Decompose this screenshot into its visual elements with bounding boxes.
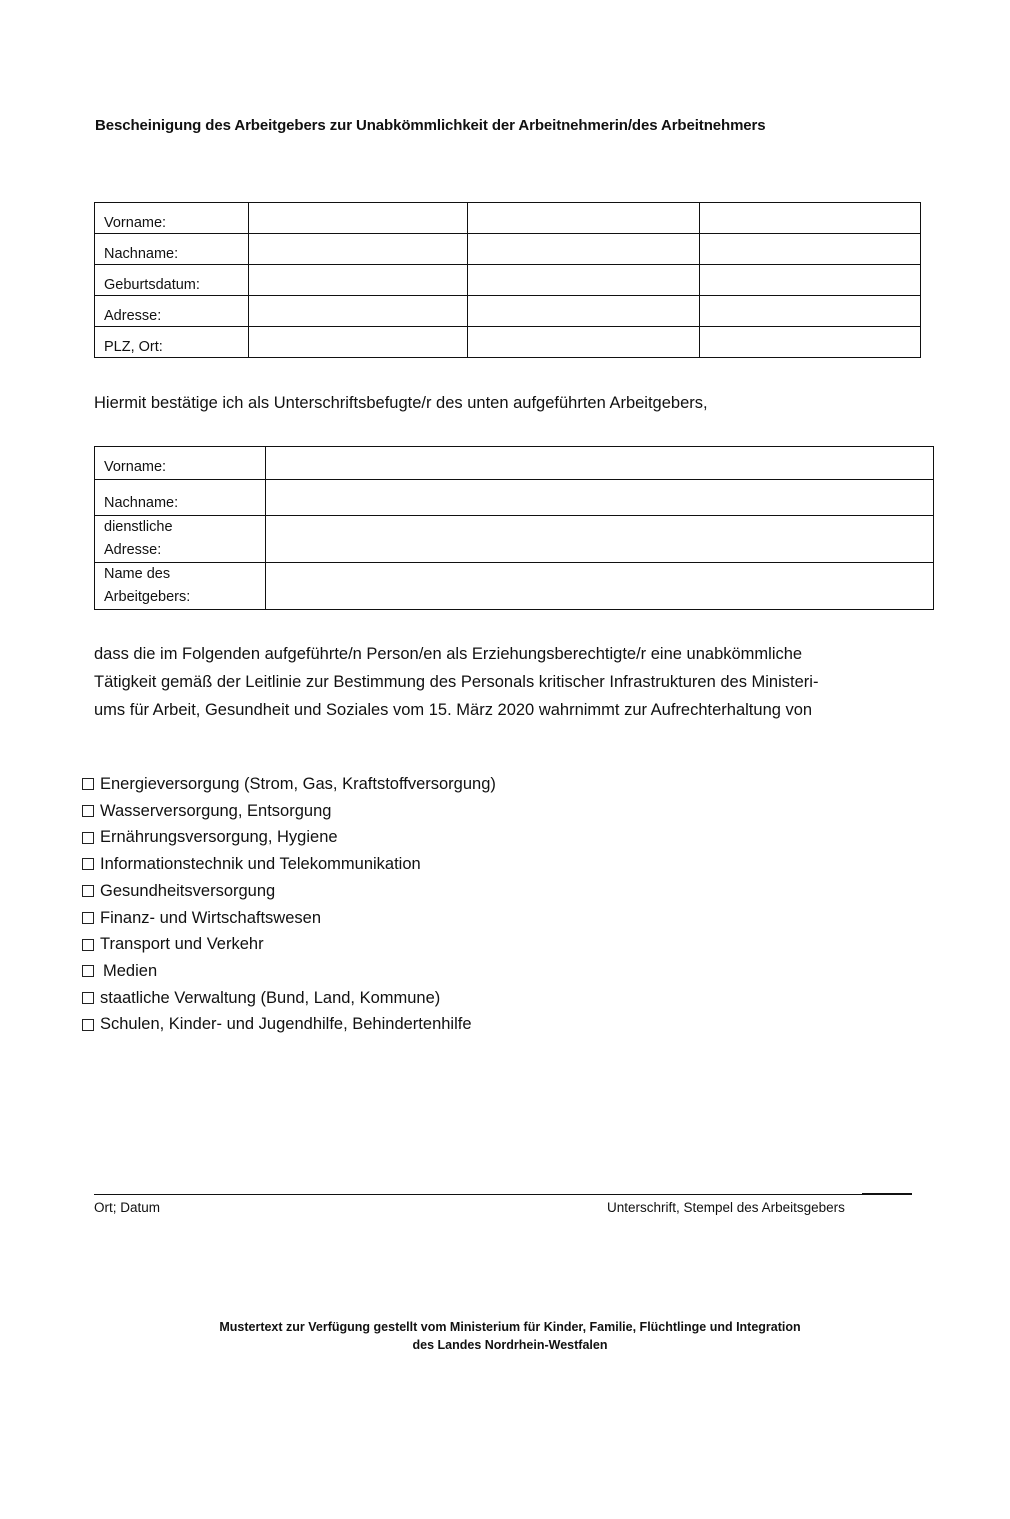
employee-input-cell[interactable]: [249, 234, 468, 265]
sector-checkbox-item[interactable]: [82, 798, 496, 825]
label-line: dienstliche: [104, 519, 173, 535]
label-line: Adresse:: [104, 542, 162, 558]
sector-checkbox-item[interactable]: [82, 1011, 496, 1038]
employee-input-cell[interactable]: [700, 296, 921, 327]
employer-input-cell[interactable]: [265, 516, 933, 563]
confirmation-paragraph: [94, 640, 924, 724]
place-date-label: Ort; Datum: [94, 1200, 161, 1215]
employee-row: [95, 327, 921, 358]
sector-checkbox-item[interactable]: [82, 931, 496, 958]
checkbox-icon[interactable]: [82, 965, 94, 977]
checkbox-label: Energieversorgung (Strom, Gas, Kraftstoffversorgung): [100, 775, 496, 793]
checkbox-label: Informationstechnik und Telekommunikation: [100, 855, 421, 874]
label-line: Arbeitgebers:: [104, 589, 191, 605]
employee-input-cell[interactable]: [249, 203, 468, 234]
sector-checkbox-item[interactable]: [82, 824, 496, 851]
employee-input-cell[interactable]: [468, 234, 700, 265]
paragraph-line: dass die im Folgenden aufgeführte/n Person/en als Erziehungsberechtigte/r eine unabkömmliche: [94, 645, 803, 663]
employee-table: [94, 202, 921, 358]
checkbox-label: Medien: [103, 961, 158, 980]
sector-checklist: [82, 771, 496, 1038]
checkbox-label: Transport und Verkehr: [100, 935, 264, 954]
checkbox-icon[interactable]: [82, 858, 94, 870]
employee-row: [95, 296, 921, 327]
paragraph-line: ums für Arbeit, Gesundheit und Soziales vom 15. März 2020 wahrnimmt zur Aufrechterhaltung von: [94, 701, 813, 719]
signature-line-extension: [862, 1193, 912, 1195]
employer-row: [95, 563, 934, 610]
field-label: PLZ, Ort:: [95, 327, 249, 358]
checkbox-icon[interactable]: [82, 912, 94, 924]
sector-checkbox-item[interactable]: [82, 905, 496, 932]
field-label: [95, 480, 266, 516]
signature-stamp-label: Unterschrift, Stempel des Arbeitsgebers: [607, 1200, 845, 1215]
checkbox-label: Finanz- und Wirtschaftswesen: [100, 908, 322, 927]
employer-row: [95, 480, 934, 516]
checkbox-label: Ernährungsversorgung, Hygiene: [100, 828, 338, 847]
employer-input-cell[interactable]: [265, 563, 933, 610]
sector-checkbox-item[interactable]: [82, 771, 496, 798]
field-label: Geburtsdatum:: [95, 265, 249, 296]
sector-checkbox-item[interactable]: [82, 958, 496, 985]
signature-line: [94, 1194, 882, 1195]
employee-input-cell[interactable]: [468, 203, 700, 234]
checkbox-icon[interactable]: [82, 939, 94, 951]
checkbox-icon[interactable]: [82, 778, 94, 790]
checkbox-label: Schulen, Kinder- und Jugendhilfe, Behindertenhilfe: [100, 1015, 472, 1034]
checkbox-label: Gesundheitsversorgung: [100, 881, 276, 900]
employee-row: [95, 265, 921, 296]
employee-input-cell[interactable]: [468, 296, 700, 327]
field-label: [95, 447, 266, 480]
sector-checkbox-item[interactable]: [82, 985, 496, 1012]
label-line: Name des: [104, 566, 171, 582]
field-label: Adresse:: [95, 296, 249, 327]
employee-input-cell[interactable]: [468, 265, 700, 296]
employee-input-cell[interactable]: [249, 265, 468, 296]
checkbox-icon[interactable]: [82, 832, 94, 844]
sector-checkbox-item[interactable]: [82, 851, 496, 878]
employee-row: [95, 234, 921, 265]
employee-input-cell[interactable]: [700, 327, 921, 358]
sector-checkbox-item[interactable]: [82, 878, 496, 905]
checkbox-icon[interactable]: [82, 805, 94, 817]
field-label: [95, 516, 266, 563]
paragraph-line: Tätigkeit gemäß der Leitlinie zur Bestimmung des Personals kritischer Infrastrukturen des Ministeri-: [94, 673, 819, 691]
label-line: Vorname:: [104, 459, 167, 475]
label-line: Nachname:: [104, 495, 179, 511]
intro-text: Hiermit bestätige ich als Unterschriftsbefugte/r des unten aufgeführten Arbeitgebers,: [94, 394, 708, 412]
employer-row: [95, 447, 934, 480]
document-title: Bescheinigung des Arbeitgebers zur Unabkömmlichkeit der Arbeitnehmerin/des Arbeitnehmers: [95, 117, 766, 134]
employer-input-cell[interactable]: [265, 447, 933, 480]
employee-input-cell[interactable]: [700, 234, 921, 265]
field-label: Nachname:: [95, 234, 249, 265]
checkbox-icon[interactable]: [82, 992, 94, 1004]
employer-input-cell[interactable]: [265, 480, 933, 516]
employer-row: [95, 516, 934, 563]
checkbox-icon[interactable]: [82, 1019, 94, 1031]
checkbox-label: staatliche Verwaltung (Bund, Land, Kommune): [100, 988, 441, 1007]
field-label: Vorname:: [95, 203, 249, 234]
employee-input-cell[interactable]: [249, 327, 468, 358]
employer-table: [94, 446, 934, 610]
footer-line: des Landes Nordrhein-Westfalen: [412, 1338, 608, 1352]
checkbox-label: Wasserversorgung, Entsorgung: [100, 801, 332, 820]
employee-input-cell[interactable]: [468, 327, 700, 358]
footer-note: [100, 1318, 920, 1354]
employee-input-cell[interactable]: [700, 203, 921, 234]
employee-input-cell[interactable]: [700, 265, 921, 296]
employee-input-cell[interactable]: [249, 296, 468, 327]
employee-row: [95, 203, 921, 234]
footer-line: Mustertext zur Verfügung gestellt vom Ministerium für Kinder, Familie, Flüchtlinge und Integration: [219, 1320, 801, 1334]
field-label: [95, 563, 266, 610]
checkbox-icon[interactable]: [82, 885, 94, 897]
